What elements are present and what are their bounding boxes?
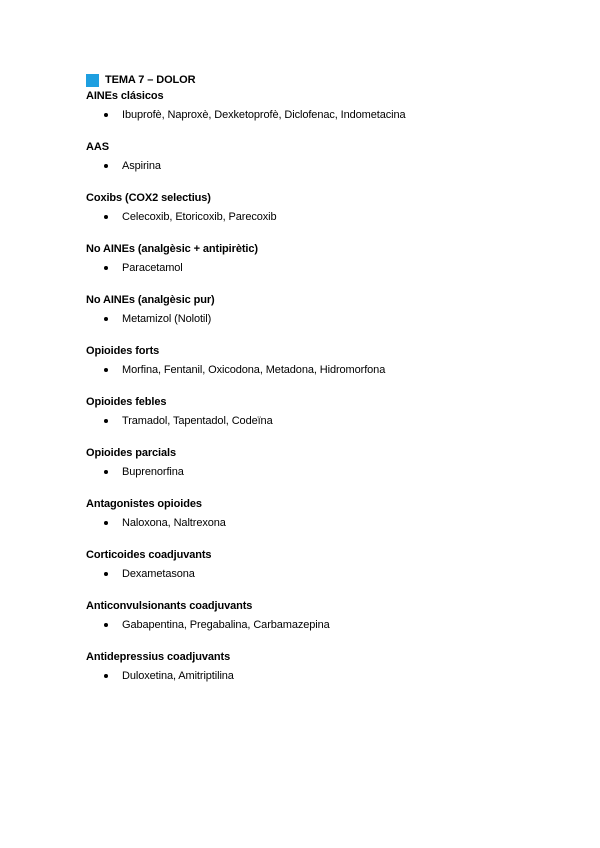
list-item xyxy=(86,210,566,224)
section-title: Antidepressius coadjuvants xyxy=(86,651,231,663)
list-item-text: Morfina, Fentanil, Oxicodona, Metadona, Hidromorfona xyxy=(122,364,386,376)
section-title: Anticonvulsionants coadjuvants xyxy=(86,600,253,612)
section-title: Antagonistes opioides xyxy=(86,498,202,510)
section-antagonistes-opioides xyxy=(86,497,566,530)
bullet-icon xyxy=(104,266,108,270)
list-item-text: Metamizol (Nolotil) xyxy=(122,313,212,325)
section-no-aines-pur xyxy=(86,293,566,326)
list-item xyxy=(86,312,566,326)
list-item-text: Duloxetina, Amitriptilina xyxy=(122,670,234,682)
document-header xyxy=(86,72,195,88)
bullet-icon xyxy=(104,215,108,219)
list-item-text: Ibuprofè, Naproxè, Dexketoprofè, Diclofenac, Indometacina xyxy=(122,109,406,121)
list-item-text: Buprenorfina xyxy=(122,466,184,478)
list-item-text: Naloxona, Naltrexona xyxy=(122,517,226,529)
section-title: No AINEs (analgèsic + antipirètic) xyxy=(86,243,258,255)
list-item xyxy=(86,159,566,173)
list-item xyxy=(86,465,566,479)
section-coxibs xyxy=(86,191,566,224)
section-title: Opioides parcials xyxy=(86,447,177,459)
bullet-icon xyxy=(104,419,108,423)
blue-square-icon xyxy=(86,74,99,87)
list-item xyxy=(86,108,566,122)
list-item xyxy=(86,363,566,377)
document-title: TEMA 7 – DOLOR xyxy=(105,74,196,86)
list-item-text: Paracetamol xyxy=(122,262,183,274)
list-item-text: Aspirina xyxy=(122,160,161,172)
bullet-icon xyxy=(104,317,108,321)
bullet-icon xyxy=(104,368,108,372)
section-title: AAS xyxy=(86,141,109,153)
list-item xyxy=(86,261,566,275)
list-item-text: Gabapentina, Pregabalina, Carbamazepina xyxy=(122,619,330,631)
list-item-text: Dexametasona xyxy=(122,568,195,580)
bullet-icon xyxy=(104,470,108,474)
list-item xyxy=(86,567,566,581)
bullet-icon xyxy=(104,113,108,117)
list-item xyxy=(86,516,566,530)
list-item xyxy=(86,669,566,683)
section-title: Opioides febles xyxy=(86,396,167,408)
section-opioides-febles xyxy=(86,395,566,428)
section-opioides-forts xyxy=(86,344,566,377)
section-no-aines-antipiretic xyxy=(86,242,566,275)
list-item-text: Tramadol, Tapentadol, Codeïna xyxy=(122,415,273,427)
list-item xyxy=(86,414,566,428)
section-title: Opioides forts xyxy=(86,345,160,357)
section-opioides-parcials xyxy=(86,446,566,479)
section-aines-clasicos xyxy=(86,89,566,122)
bullet-icon xyxy=(104,674,108,678)
section-title: Corticoides coadjuvants xyxy=(86,549,212,561)
list-item xyxy=(86,618,566,632)
bullet-icon xyxy=(104,164,108,168)
bullet-icon xyxy=(104,521,108,525)
section-title: AINEs clásicos xyxy=(86,90,164,102)
bullet-icon xyxy=(104,572,108,576)
bullet-icon xyxy=(104,623,108,627)
section-corticoides-coadjuvants xyxy=(86,548,566,581)
section-title: No AINEs (analgèsic pur) xyxy=(86,294,215,306)
section-aas xyxy=(86,140,566,173)
section-anticonvulsionants-coadjuvants xyxy=(86,599,566,632)
section-title: Coxibs (COX2 selectius) xyxy=(86,192,211,204)
list-item-text: Celecoxib, Etoricoxib, Parecoxib xyxy=(122,211,277,223)
section-antidepressius-coadjuvants xyxy=(86,650,566,683)
